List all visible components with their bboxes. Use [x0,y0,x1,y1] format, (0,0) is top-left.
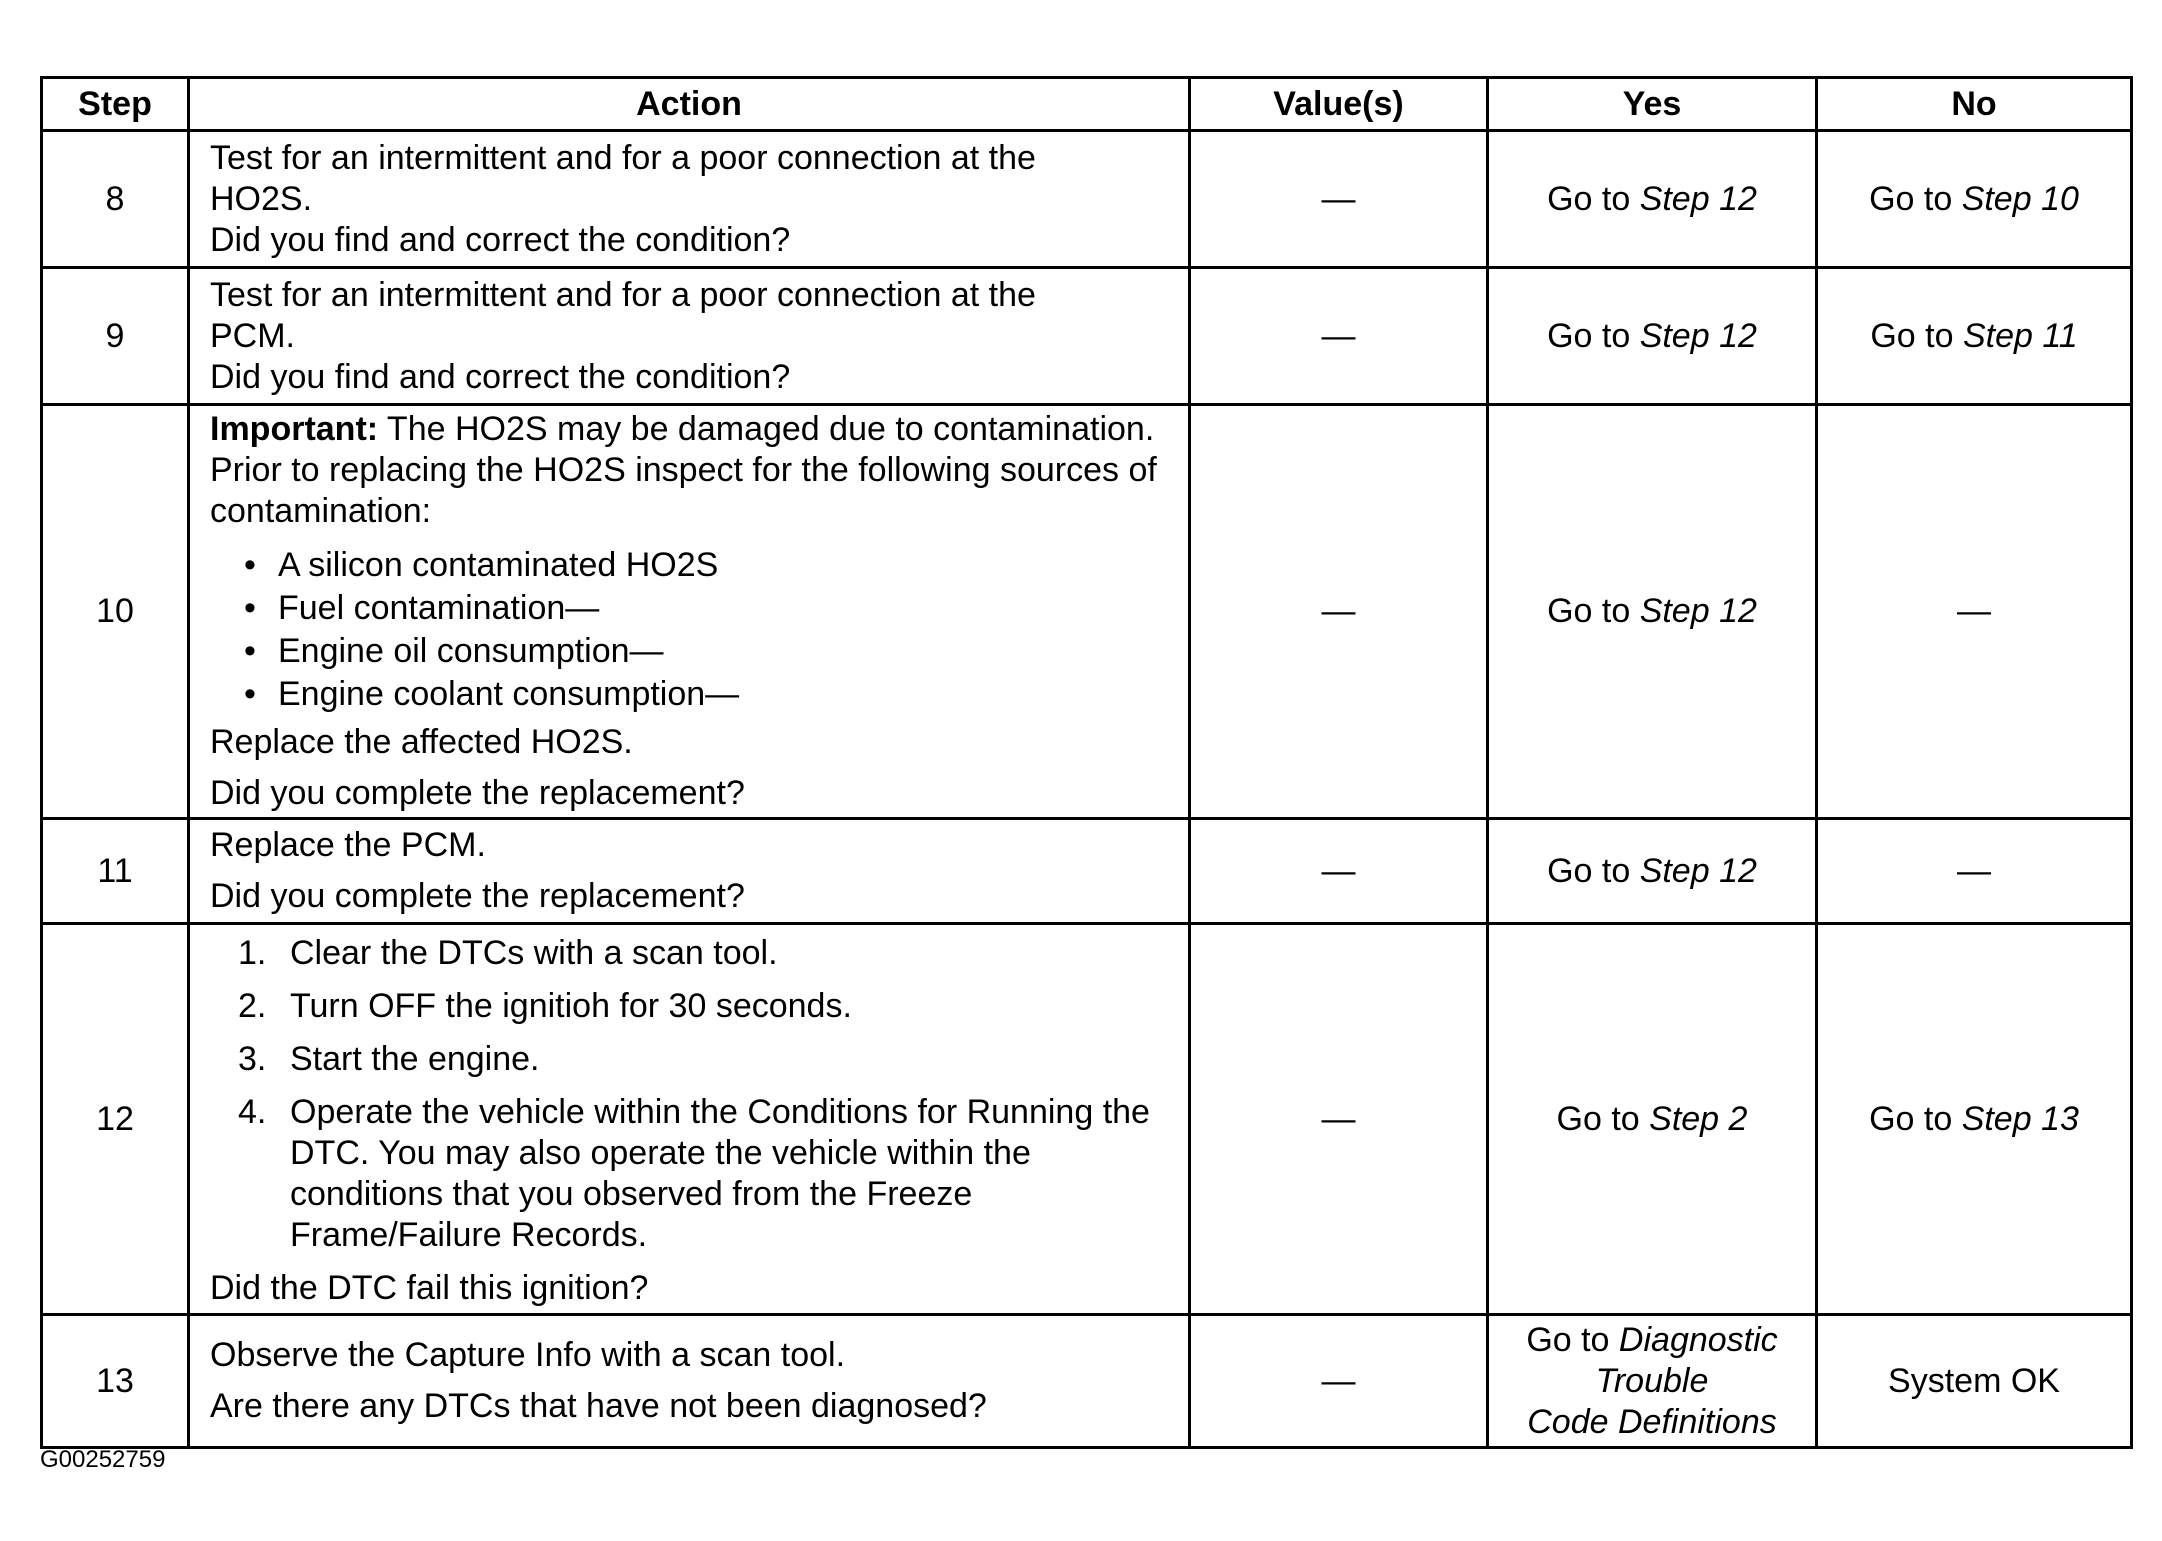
action-line: Did you complete the replacement? [210,774,745,812]
table-row-step-10 [42,405,2132,819]
header-row [42,78,2132,131]
yes-target: Step 12 [1639,851,1757,890]
step-number: 12 [42,924,189,1315]
yes-prefix: Go to [1547,179,1640,218]
yes-prefix: Go to [1556,1099,1650,1138]
yes-target: Step 2 [1649,1099,1748,1138]
step-number: 13 [42,1315,189,1448]
table-row-step-12 [42,924,2132,1315]
item-text: Start the engine. [290,1040,540,1078]
no-cell: — [1817,819,2132,924]
action-cell [189,924,1190,1315]
no-prefix: Go to [1870,316,1963,355]
no-cell [1817,268,2132,405]
action-line: Replace the PCM. [210,826,486,864]
action-line: Are there any DTCs that have not been diagnosed? [210,1387,987,1425]
yes-cell [1488,131,1817,268]
value-cell: — [1190,268,1488,405]
no-prefix: Go to [1869,1099,1962,1138]
action-cell [189,1315,1190,1448]
list-item: • A silicon contaminated HO2S [244,544,1168,587]
yes-target: Diagnostic [1618,1320,1778,1359]
step-number: 11 [42,819,189,924]
action-cell [189,405,1190,819]
list-item: • Engine oil consumption— [244,630,1168,673]
item-text: Operate the vehicle within the Conditions for Running the DTC. You may also operate the vehicle within the conditions that you observed from the Freeze Frame/Failure Records. [290,1093,1150,1254]
step-number: 9 [42,268,189,405]
header-action: Action [189,78,1190,131]
no-cell: System OK [1817,1315,2132,1448]
no-target: Step 11 [1962,316,2078,355]
header-yes: Yes [1488,78,1817,131]
action-line: Replace the affected HO2S. [210,723,633,761]
action-cell [189,268,1190,405]
value-cell: — [1190,819,1488,924]
important-text: The HO2S may be damaged due to contamination. Prior to replacing the HO2S inspect for the following sources of contamination: [210,410,1157,530]
yes-cell [1488,1315,1817,1448]
list-item [238,986,1168,1027]
yes-target: Step 12 [1639,179,1757,218]
no-cell [1817,131,2132,268]
yes-target: Step 12 [1639,316,1757,355]
diagnostic-table [40,76,2133,1449]
no-target: Step 10 [1961,179,2079,218]
step-number: 8 [42,131,189,268]
yes-target: Step 12 [1639,592,1757,630]
table-row-step-11 [42,819,2132,924]
yes-prefix: Go to [1547,316,1640,355]
value-cell: — [1190,131,1488,268]
yes-prefix: Go to [1547,592,1640,630]
contamination-list [210,544,1168,716]
item-text: Turn OFF the ignitioh for 30 seconds. [290,987,852,1025]
table-row-step-13 [42,1315,2132,1448]
action-cell [189,819,1190,924]
action-cell [189,131,1190,268]
item-number: 1. [238,934,267,972]
value-cell: — [1190,1315,1488,1448]
list-item [238,1092,1168,1256]
yes-prefix: Go to [1547,851,1640,890]
action-line: HO2S. [210,179,313,218]
header-values: Value(s) [1190,78,1488,131]
no-cell [1817,924,2132,1315]
value-cell: — [1190,405,1488,819]
step-number: 10 [42,405,189,819]
item-number: 2. [238,987,267,1025]
yes-cell [1488,405,1817,819]
header-step: Step [42,78,189,131]
action-line: Did you find and correct the condition? [210,357,791,396]
important-note [210,409,1168,532]
list-item [238,1039,1168,1080]
table-row-step-9 [42,268,2132,405]
item-text: Clear the DTCs with a scan tool. [290,934,778,972]
no-cell: — [1817,405,2132,819]
procedure-list [210,933,1168,1256]
yes-cell [1488,924,1817,1315]
action-line: PCM. [210,316,295,355]
action-line: Did you complete the replacement? [210,877,745,915]
action-line: Test for an intermittent and for a poor connection at the [210,138,1036,177]
item-number: 3. [238,1040,267,1078]
value-cell: — [1190,924,1488,1315]
action-line: Test for an intermittent and for a poor connection at the [210,275,1036,314]
list-item: • Engine coolant consumption— [244,673,1168,716]
table-row-step-8 [42,131,2132,268]
item-number: 4. [238,1093,267,1131]
figure-reference: G00252759 [40,1446,166,1473]
yes-cell [1488,819,1817,924]
important-label: Important: [210,410,379,448]
yes-target: Trouble [1595,1361,1709,1400]
yes-target: Code Definitions [1527,1402,1777,1441]
action-line: Did you find and correct the condition? [210,220,791,259]
list-item [238,933,1168,974]
list-item: • Fuel contamination— [244,587,1168,630]
yes-prefix: Go to [1526,1320,1619,1359]
no-prefix: Go to [1869,179,1962,218]
action-line: Observe the Capture Info with a scan tool. [210,1336,846,1374]
yes-cell [1488,268,1817,405]
action-line: Did the DTC fail this ignition? [210,1269,649,1307]
header-no: No [1817,78,2132,131]
no-target: Step 13 [1961,1099,2079,1138]
